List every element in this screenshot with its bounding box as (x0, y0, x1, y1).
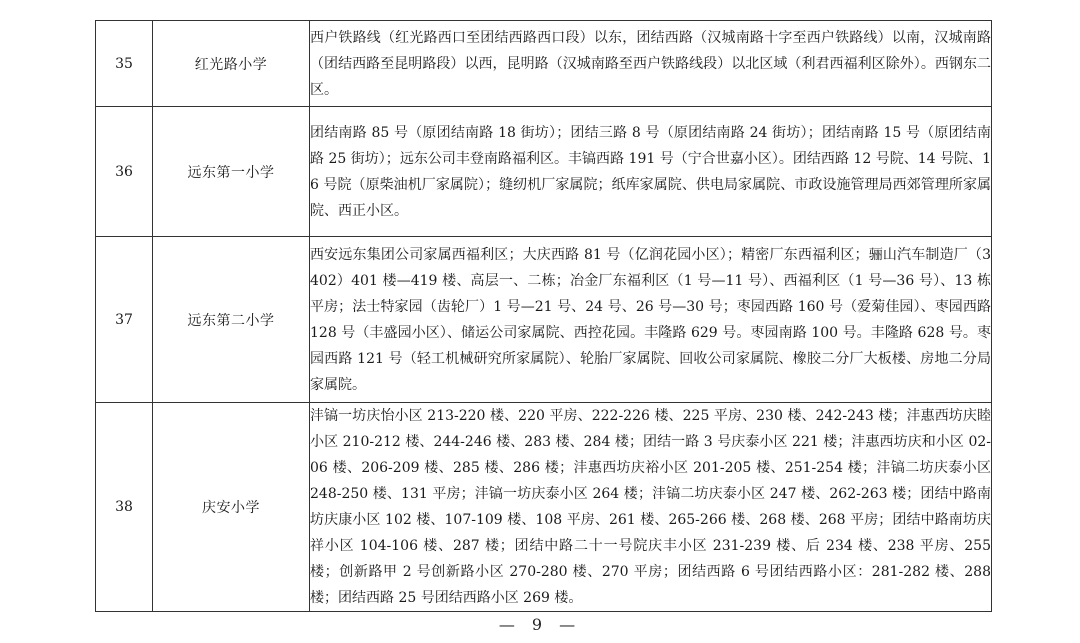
table-row (96, 107, 992, 237)
school-name: 远东第二小学 (153, 237, 310, 403)
row-number: 36 (96, 107, 153, 237)
table-row (96, 403, 992, 612)
enrollment-area: 西安远东集团公司家属西福利区；大庆西路 81 号（亿润花园小区）；精密厂东西福利区；骊山汽车制造厂（3402）401 楼—419 楼、高层一、二栋；冶金厂东福利区（1 号—11 号）、西福利区（1 号—36 号）、13 栋平房；法士特家园（齿轮厂）1 号—21 号、24 号、26 号—30 号；枣园西路 160 号（爱菊佳园）、枣园西路 128 号（丰盛园小区）、储运公司家属院、西控花园。丰隆路 629 号。枣园南路 100 号。丰隆路 628 号。枣园西路 121 号（轻工机械研究所家属院）、轮胎厂家属院、回收公司家属院、橡胶二分厂大板楼、房地二分局家属院。 (310, 237, 992, 403)
enrollment-area: 西户铁路线（红光路西口至团结西路西口段）以东，团结西路（汉城南路十字至西户铁路线）以南，汉城南路（团结西路至昆明路段）以西，昆明路（汉城南路至西户铁路线段）以北区域（利君西福利区除外）。西钢东二区。 (310, 21, 992, 107)
table-row (96, 21, 992, 107)
row-number: 35 (96, 21, 153, 107)
school-name: 庆安小学 (153, 403, 310, 612)
row-number: 37 (96, 237, 153, 403)
school-name: 红光路小学 (153, 21, 310, 107)
enrollment-area: 团结南路 85 号（原团结南路 18 街坊）；团结三路 8 号（原团结南路 24 街坊）；团结南路 15 号（原团结南路 25 街坊）；远东公司丰登南路福利区。丰镐西路 191 号（宁合世嘉小区）。团结西路 12 号院、14 号院、16 号院（原柴油机厂家属院）；缝纫机厂家属院；纸库家属院、供电局家属院、市政设施管理局西郊管理所家属院、西正小区。 (310, 107, 992, 237)
table-row (96, 237, 992, 403)
row-number: 38 (96, 403, 153, 612)
page-number: — 9 — (498, 615, 582, 634)
school-name: 远东第一小学 (153, 107, 310, 237)
school-zone-table (95, 20, 992, 612)
enrollment-area: 沣镐一坊庆怡小区 213-220 楼、220 平房、222-226 楼、225 平房、230 楼、242-243 楼；沣惠西坊庆睦小区 210-212 楼、244-246 楼、283 楼、284 楼；团结一路 3 号庆泰小区 221 楼；沣惠西坊庆和小区 02-06 楼、206-209 楼、285 楼、286 楼；沣惠西坊庆裕小区 201-205 楼、251-254 楼；沣镐二坊庆泰小区 248-250 楼、131 平房；沣镐一坊庆泰小区 264 楼；沣镐二坊庆泰小区 247 楼、262-263 楼；团结中路南坊庆康小区 102 楼、107-109 楼、108 平房、261 楼、265-266 楼、268 楼、268 平房；团结中路南坊庆祥小区 104-106 楼、287 楼；团结中路二十一号院庆丰小区 231-239 楼、后 234 楼、238 平房、255 楼；创新路甲 2 号创新路小区 270-280 楼、270 平房；团结西路 6 号团结西路小区：281-282 楼、288 楼；团结西路 25 号团结西路小区 269 楼。 (310, 403, 992, 612)
